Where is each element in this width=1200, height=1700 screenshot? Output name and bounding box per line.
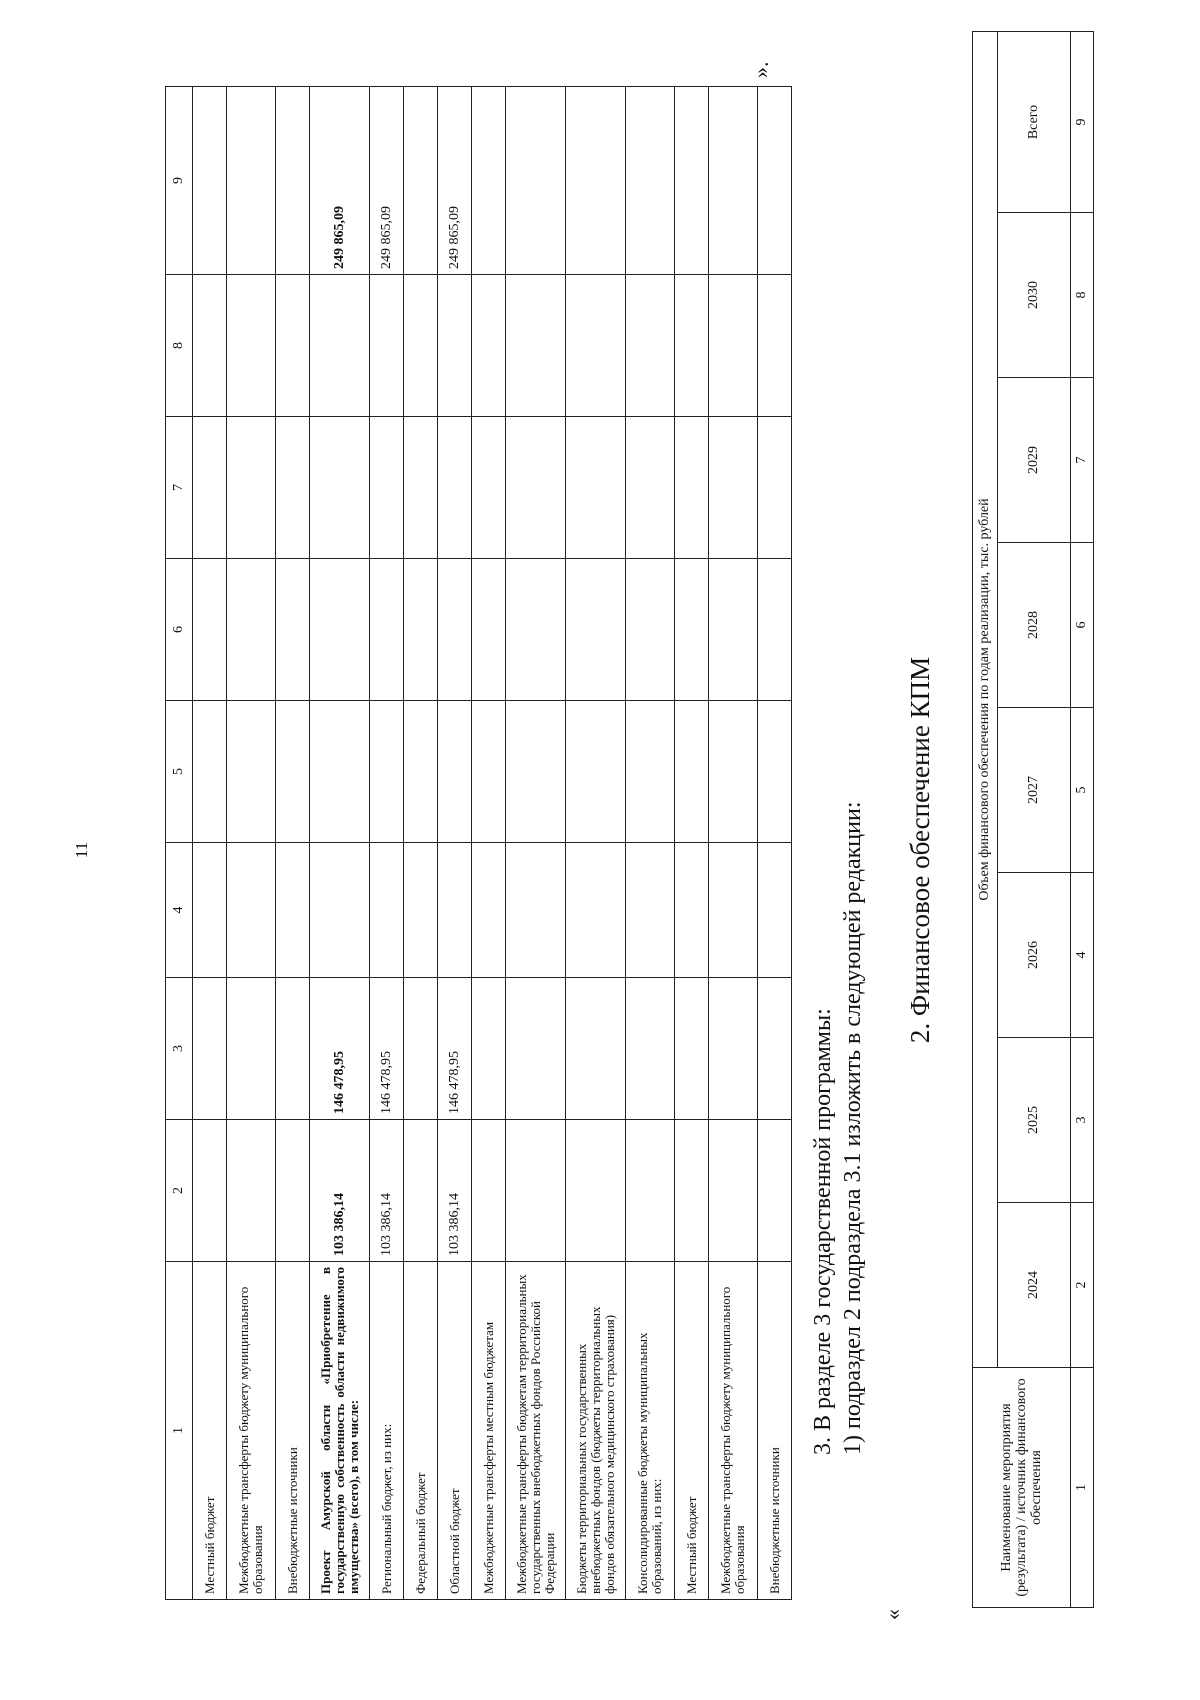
value-2024 — [626, 1120, 675, 1262]
col-number: 4 — [166, 843, 193, 978]
empty-cell — [370, 417, 404, 559]
empty-cell — [276, 275, 310, 417]
row-name: Бюджеты территориальных государственных внебюджетных фондов (бюджеты территориальных фондов обязательного медицинского страхования) — [566, 1262, 626, 1600]
value-2025 — [709, 978, 758, 1120]
value-total — [227, 87, 276, 275]
row-name: Федеральный бюджет — [404, 1262, 438, 1600]
value-2025: 146 478,95 — [438, 978, 472, 1120]
empty-cell — [227, 417, 276, 559]
empty-cell — [626, 275, 675, 417]
empty-cell — [193, 275, 227, 417]
value-2024 — [709, 1120, 758, 1262]
empty-cell — [276, 417, 310, 559]
table-row — [758, 87, 792, 1600]
value-2024 — [675, 1120, 709, 1262]
empty-cell — [370, 843, 404, 978]
financing-table-continued — [165, 86, 792, 1600]
value-2024 — [506, 1120, 566, 1262]
empty-cell — [709, 843, 758, 978]
empty-cell — [310, 275, 370, 417]
financing-table-body — [166, 87, 792, 1600]
value-total — [276, 87, 310, 275]
empty-cell — [472, 417, 506, 559]
empty-cell — [370, 275, 404, 417]
page-number: 11 — [72, 841, 91, 859]
empty-cell — [404, 843, 438, 978]
col-number: 2 — [166, 1120, 193, 1262]
empty-cell — [709, 559, 758, 701]
empty-cell — [310, 701, 370, 843]
paragraph-subsection: 1) подраздел 2 подраздела 3.1 изложить в следующей редакции: — [840, 801, 866, 1455]
header-activity-source: Наименование мероприятия (результата) / источник финансового обеспечения — [973, 1368, 1071, 1608]
table-row — [370, 87, 404, 1600]
empty-cell — [626, 701, 675, 843]
empty-cell — [193, 701, 227, 843]
col-number: 3 — [166, 978, 193, 1120]
value-2025 — [506, 978, 566, 1120]
empty-cell — [310, 559, 370, 701]
empty-cell — [438, 559, 472, 701]
empty-cell — [626, 843, 675, 978]
empty-cell — [566, 559, 626, 701]
empty-cell — [193, 417, 227, 559]
value-2024: 103 386,14 — [310, 1120, 370, 1262]
empty-cell — [566, 843, 626, 978]
col-number: 6 — [1071, 543, 1094, 708]
col-number: 9 — [166, 87, 193, 275]
empty-cell — [193, 843, 227, 978]
empty-cell — [310, 417, 370, 559]
empty-cell — [566, 417, 626, 559]
empty-cell — [758, 843, 792, 978]
value-2024 — [472, 1120, 506, 1262]
empty-cell — [758, 417, 792, 559]
empty-cell — [310, 843, 370, 978]
empty-cell — [758, 701, 792, 843]
year-header: 2025 — [998, 1038, 1071, 1203]
empty-cell — [709, 417, 758, 559]
table-row — [438, 87, 472, 1600]
empty-cell — [438, 275, 472, 417]
empty-cell — [404, 701, 438, 843]
opening-quote: « — [880, 1609, 905, 1620]
row-name: Внебюджетные источники — [276, 1262, 310, 1600]
value-2025: 146 478,95 — [370, 978, 404, 1120]
value-2024: 103 386,14 — [438, 1120, 472, 1262]
col-number: 1 — [166, 1262, 193, 1600]
col-number: 8 — [166, 275, 193, 417]
col-number: 4 — [1071, 873, 1094, 1038]
table-row — [193, 87, 227, 1600]
row-name: Межбюджетные трансферты местным бюджетам — [472, 1262, 506, 1600]
col-number: 3 — [1071, 1038, 1094, 1203]
table-row — [310, 87, 370, 1600]
value-2024 — [227, 1120, 276, 1262]
empty-cell — [276, 559, 310, 701]
empty-cell — [506, 559, 566, 701]
row-name: Областной бюджет — [438, 1262, 472, 1600]
year-header: 2024 — [998, 1203, 1071, 1368]
value-2024: 103 386,14 — [370, 1120, 404, 1262]
col-number: 5 — [1071, 708, 1094, 873]
row-name: Консолидированные бюджеты муниципальных образований, из них: — [626, 1262, 675, 1600]
empty-cell — [438, 417, 472, 559]
year-header: 2029 — [998, 378, 1071, 543]
empty-cell — [227, 559, 276, 701]
empty-cell — [370, 559, 404, 701]
value-2025 — [566, 978, 626, 1120]
value-2025 — [404, 978, 438, 1120]
table-row — [227, 87, 276, 1600]
value-total: 249 865,09 — [310, 87, 370, 275]
empty-cell — [675, 843, 709, 978]
year-header: 2028 — [998, 543, 1071, 708]
year-header: 2030 — [998, 213, 1071, 378]
row-name: Проект Амурской области «Приобретение в государственную собственность области недвижимого имущества» (всего), в том числе: — [310, 1262, 370, 1600]
total-header: Всего — [998, 31, 1071, 212]
table-row — [276, 87, 310, 1600]
col-number: 2 — [1071, 1203, 1094, 1368]
table-row — [626, 87, 675, 1600]
empty-cell — [227, 275, 276, 417]
value-total — [506, 87, 566, 275]
empty-cell — [506, 275, 566, 417]
empty-cell — [758, 559, 792, 701]
empty-cell — [626, 559, 675, 701]
empty-cell — [438, 843, 472, 978]
year-header: 2027 — [998, 708, 1071, 873]
value-total — [193, 87, 227, 275]
empty-cell — [472, 275, 506, 417]
table-row — [709, 87, 758, 1600]
column-number-row — [1071, 31, 1094, 1607]
col-number: 9 — [1071, 31, 1094, 212]
column-number-row — [166, 87, 193, 1600]
row-name: Межбюджетные трансферты бюджетам территориальных государственных внебюджетных фондов Российской Федерации — [506, 1262, 566, 1600]
empty-cell — [506, 417, 566, 559]
value-2024 — [193, 1120, 227, 1262]
empty-cell — [566, 701, 626, 843]
value-2025 — [758, 978, 792, 1120]
col-number: 8 — [1071, 213, 1094, 378]
value-2024 — [404, 1120, 438, 1262]
kpm-financing-table — [972, 31, 1094, 1608]
value-2024 — [276, 1120, 310, 1262]
col-number: 5 — [166, 701, 193, 843]
empty-cell — [404, 417, 438, 559]
empty-cell — [472, 701, 506, 843]
empty-cell — [675, 417, 709, 559]
empty-cell — [438, 701, 472, 843]
empty-cell — [626, 417, 675, 559]
empty-cell — [675, 559, 709, 701]
table-row — [675, 87, 709, 1600]
empty-cell — [758, 275, 792, 417]
value-2025 — [675, 978, 709, 1120]
empty-cell — [675, 701, 709, 843]
value-total — [626, 87, 675, 275]
col-number: 6 — [166, 559, 193, 701]
value-2024 — [566, 1120, 626, 1262]
header-funding-volume: Объем финансового обеспечения по годам реализации, тыс. рублей — [973, 31, 998, 1367]
year-header: 2026 — [998, 873, 1071, 1038]
section-heading: 2. Финансовое обеспечение КПМ — [905, 656, 935, 1044]
col-number: 7 — [166, 417, 193, 559]
empty-cell — [227, 701, 276, 843]
row-name: Местный бюджет — [193, 1262, 227, 1600]
table-row — [566, 87, 626, 1600]
value-total — [758, 87, 792, 275]
value-total — [472, 87, 506, 275]
empty-cell — [404, 275, 438, 417]
paragraph-section-3: 3. В разделе 3 государственной программы: — [810, 1008, 836, 1455]
empty-cell — [472, 843, 506, 978]
value-total — [675, 87, 709, 275]
row-name: Межбюджетные трансферты бюджету муниципального образования — [709, 1262, 758, 1600]
empty-cell — [193, 559, 227, 701]
value-2025 — [193, 978, 227, 1120]
empty-cell — [404, 559, 438, 701]
value-2025: 146 478,95 — [310, 978, 370, 1120]
closing-quote: ». — [748, 61, 773, 78]
value-total — [566, 87, 626, 275]
value-2025 — [472, 978, 506, 1120]
col-number: 7 — [1071, 378, 1094, 543]
row-name: Местный бюджет — [675, 1262, 709, 1600]
value-2024 — [758, 1120, 792, 1262]
empty-cell — [506, 701, 566, 843]
empty-cell — [227, 843, 276, 978]
value-total — [404, 87, 438, 275]
value-total — [709, 87, 758, 275]
empty-cell — [276, 843, 310, 978]
empty-cell — [709, 275, 758, 417]
col-number: 1 — [1071, 1368, 1094, 1608]
row-name: Межбюджетные трансферты бюджету муниципального образования — [227, 1262, 276, 1600]
value-2025 — [626, 978, 675, 1120]
table-row — [404, 87, 438, 1600]
value-total: 249 865,09 — [370, 87, 404, 275]
empty-cell — [472, 559, 506, 701]
row-name: Внебюджетные источники — [758, 1262, 792, 1600]
empty-cell — [709, 701, 758, 843]
empty-cell — [276, 701, 310, 843]
header-row-group — [973, 31, 998, 1607]
row-name: Региональный бюджет, из них: — [370, 1262, 404, 1600]
empty-cell — [506, 843, 566, 978]
value-total: 249 865,09 — [438, 87, 472, 275]
value-2025 — [227, 978, 276, 1120]
empty-cell — [370, 701, 404, 843]
value-2025 — [276, 978, 310, 1120]
table-row — [472, 87, 506, 1600]
table-row — [506, 87, 566, 1600]
empty-cell — [675, 275, 709, 417]
empty-cell — [566, 275, 626, 417]
